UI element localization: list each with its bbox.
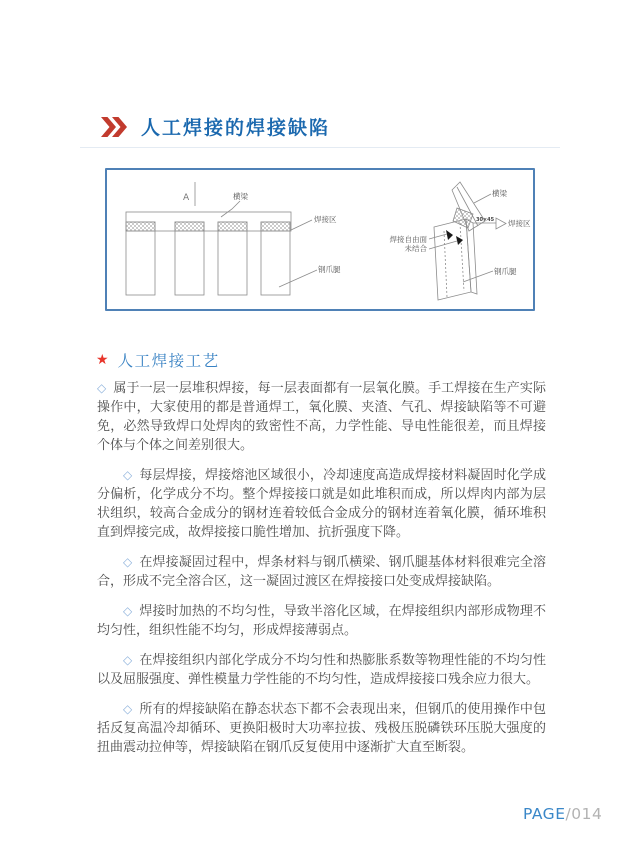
paragraph [97, 379, 546, 455]
isometric-view-drawing [429, 182, 506, 300]
diamond-bullet-icon: ◇ [123, 555, 133, 569]
paragraph [97, 700, 546, 757]
paragraph [97, 466, 546, 542]
page-footer [523, 805, 602, 823]
label-beam-left: 横梁 [233, 192, 248, 201]
diamond-bullet-icon: ◇ [123, 702, 133, 716]
page-header [101, 113, 330, 140]
double-chevron-icon [101, 117, 128, 137]
paragraph-text: 在焊接凝固过程中，焊条材料与钢爪横梁、钢爪腿基体材料很难完全溶合，形成不完全溶合区，这一凝固过渡区在焊接接口处变成焊接缺陷。 [97, 555, 546, 589]
paragraph-text: 焊接时加热的不均匀性，导致半溶化区域，在焊接组织内部形成物理不均匀性，组织性能不均匀，形成焊接薄弱点。 [97, 604, 546, 638]
section-header [96, 349, 220, 371]
figure-box [105, 168, 535, 311]
label-weld-zone-left: 焊接区 [314, 215, 337, 224]
label-weld-dimension: 30×45 [476, 217, 495, 223]
label-claw-leg-left: 钢爪腿 [318, 265, 341, 274]
front-view-drawing [126, 182, 317, 295]
footer-page-label: PAGE [523, 805, 566, 823]
paragraph-text: 所有的焊接缺陷在静态状态下都不会表现出来，但钢爪的使用操作中包括反复高温冷却循环、更换阳极时大功率拉拔、残极压脱磷铁环压脱大强度的扭曲震动拉伸等，焊接缺陷在钢爪反复使用中逐渐扩大直至断裂。 [97, 702, 546, 755]
diamond-bullet-icon: ◇ [123, 468, 133, 482]
paragraph [97, 602, 546, 640]
paragraph-text: 在焊接组织内部化学成分不均匀性和热膨胀系数等物理性能的不均匀性以及屈服强度、弹性模量力学性能的不均匀性，造成焊接接口残余应力很大。 [97, 653, 546, 687]
unbonded-weld-mark [456, 236, 463, 245]
body-content [97, 379, 546, 768]
section-marker-a: A [183, 193, 190, 203]
label-free-face-line1: 焊接自由面 [389, 235, 427, 244]
unbonded-weld-mark [446, 230, 453, 240]
footer-page-number: /014 [565, 805, 603, 823]
star-icon: ★ [96, 352, 109, 368]
diamond-bullet-icon: ◇ [123, 604, 133, 618]
paragraph-text: 属于一层一层堆积焊接，每一层表面都有一层氧化膜。手工焊接在生产实际操作中，大家使用的都是普通焊工，氧化膜、夹渣、气孔、焊接缺陷等不可避免，必然导致焊口处焊肉的致密性不高，力学性能、导电性能很差，而且焊接个体与个体之间差别很大。 [97, 381, 546, 453]
diamond-bullet-icon: ◇ [123, 653, 133, 667]
welding-defect-diagram [107, 170, 533, 309]
title-divider [80, 147, 560, 148]
paragraph-text: 每层焊接，焊接熔池区域很小，冷却速度高造成焊接材料凝固时化学成分偏析，化学成分不均。整个焊接接口就是如此堆积而成，所以焊肉内部为层状组织，较高合金成分的钢材连着较低合金成分的钢材连着氧化膜，循环堆积直到焊接完成，故焊接接口脆性增加、抗折强度下降。 [97, 468, 546, 540]
label-beam-right: 横梁 [492, 189, 507, 198]
label-claw-leg-right: 钢爪腿 [494, 267, 517, 276]
paragraph [97, 651, 546, 689]
weld-symbol-triangle [496, 218, 506, 229]
diamond-bullet-icon: ◇ [97, 381, 107, 395]
paragraph [97, 553, 546, 591]
section-title: 人工焊接工艺 [117, 352, 220, 370]
label-free-face-line2: 未结合 [404, 244, 427, 253]
label-weld-zone-right: 焊接区 [508, 219, 531, 228]
page-title: 人工焊接的焊接缺陷 [141, 117, 331, 139]
